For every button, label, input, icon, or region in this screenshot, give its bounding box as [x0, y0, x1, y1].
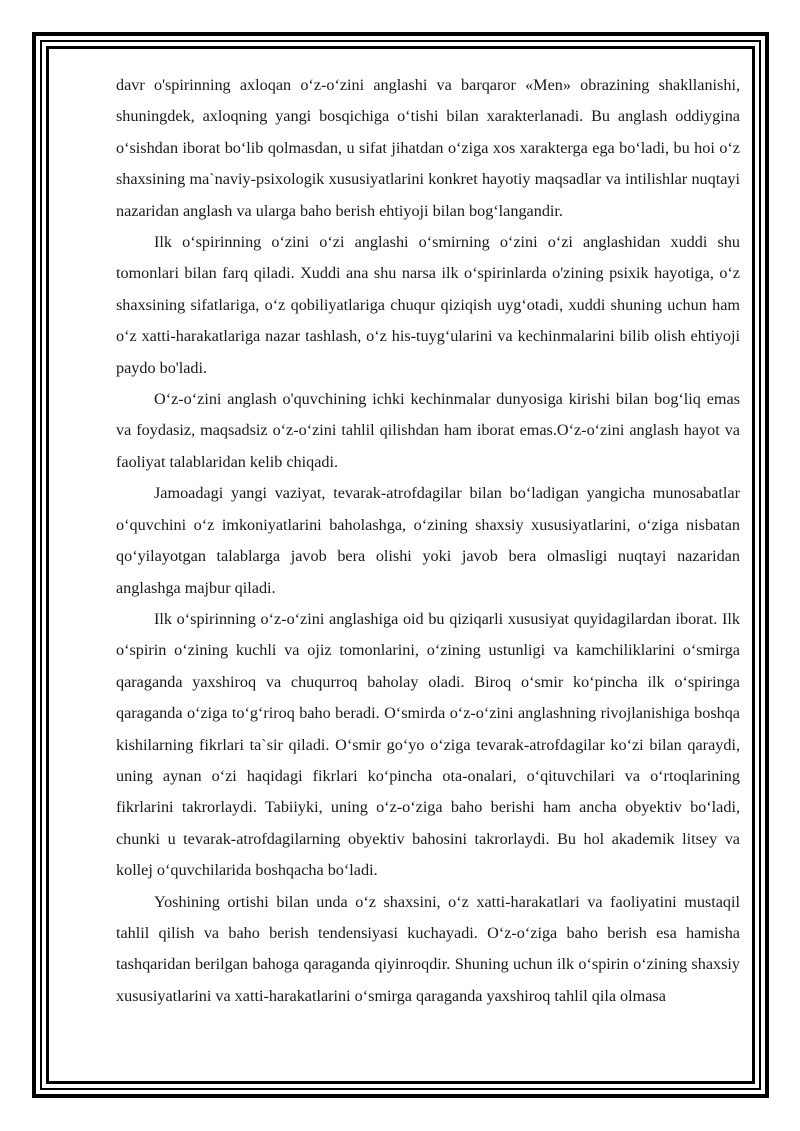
paragraph-4: Jamoadagi yangi vaziyat, tevarak-atrofdagilar bilan bo‘ladigan yangicha munosabatlar o‘quvchini o‘z imkoniyatlarini baholashga, o‘zining shaxsiy xususiyatlarini, o‘ziga nisbatan qo‘yilayotgan talablarga javob bera olishi yoki javob bera olmasligi nuqtayi nazaridan anglashga majbur qiladi. — [116, 484, 740, 597]
paragraph-3: O‘z-o‘zini anglash o'quvchining ichki kechinmalar dunyosiga kirishi bilan bog‘liq emas va foydasiz, maqsadsiz o‘z-o‘zini tahlil qilishdan ham iborat emas.O‘z-o‘zini anglash hayot va faoliyat talablaridan kelib chiqadi. — [116, 390, 740, 471]
paragraph-1: davr o'spirinning axloqan o‘z-o‘zini anglashi va barqaror «Men» obrazining shakllanishi, shuningdek, axloqning yangi bosqichiga o‘tishi bilan xarakterlanadi. Bu anglash oddiygina o‘sishdan iborat bo‘lib qolmasdan, u sifat jihatdan o‘ziga xos xarakterga ega bo‘ladi, bu hoi o‘z shaxsining ma`naviy-psixologik xususiyatlarini konkret hayotiy maqsadlar va intilishlar nuqtayi nazaridan anglash va ularga baho berish ehtiyoji bilan bog‘langandir. — [116, 76, 740, 220]
paragraph-6: Yoshining ortishi bilan unda o‘z shaxsini, o‘z xatti-harakatlari va faoliyatini mustaqil tahlil qilish va baho berish tendensiyasi kuchayadi. O‘z-o‘ziga baho berish esa hamisha tashqaridan berilgan bahoga qaraganda qiyinroqdir. Shuning uchun ilk o‘spirin o‘zining shaxsiy xususiyatlarini va xatti-harakatlarini o‘smirga qaraganda yaxshiroq tahlil qila olmasa — [116, 892, 740, 1005]
paragraph-2: Ilk o‘spirinning o‘zini o‘zi anglashi o‘smirning o‘zini o‘zi anglashidan xuddi shu tomonlari bilan farq qiladi. Xuddi ana shu narsa ilk o‘spirinlarda o'zining psixik hayotiga, o‘z shaxsining sifatlariga, o‘z qobiliyatlariga chuqur qiziqish uyg‘otadi, xuddi shuning uchun ham o‘z xatti-harakatlariga nazar tashlash, o‘z his-tuyg‘ularini va kechinmalarini bilib olish ehtiyoji paydo bo'ladi. — [116, 233, 740, 377]
document-body — [116, 70, 740, 1012]
paragraph-5: Ilk o‘spirinning o‘z-o‘zini anglashiga oid bu qiziqarli xususiyat quyidagilardan iborat. Ilk o‘spirin o‘zining kuchli va ojiz tomonlarini, o‘zining ustunligi va kamchiliklarini o‘smirga qaraganda yaxshiroq va chuqurroq baholay oladi. Biroq o‘smir ko‘pincha ilk o‘spiringa qaraganda o‘ziga to‘g‘riroq baho beradi. O‘smirda o‘z-o‘zini anglashning rivojlanishiga boshqa kishilarning fikrlari ta`sir qiladi. O‘smir go‘yo o‘ziga tevarak-atrofdagilar ko‘zi bilan qaraydi, uning aynan o‘zi haqidagi fikrlari ko‘pincha ota-onalari, o‘qituvchilari va o‘rtoqlarining fikrlarini takrorlaydi. Tabiiyki, uning o‘z-o‘ziga baho berishi ham ancha obyektiv bo‘ladi, chunki u tevarak-atrofdagilarning obyektiv bahosini takrorlaydi. Bu hol akademik litsey va kollej o‘quvchilarida boshqacha bo‘ladi. — [116, 609, 740, 880]
